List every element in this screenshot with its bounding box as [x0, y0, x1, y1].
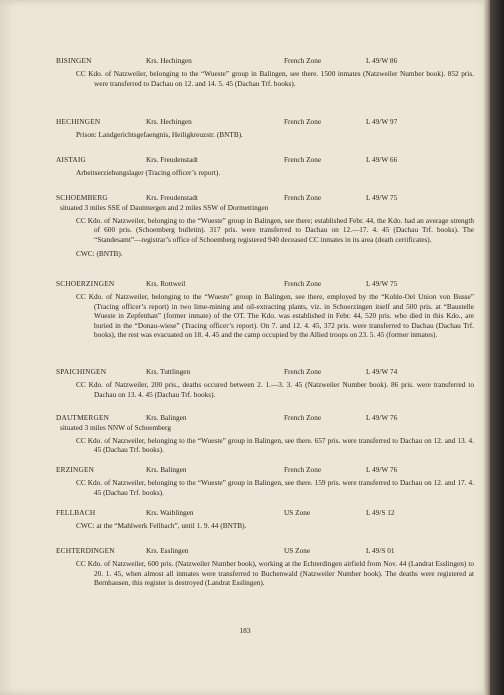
entry-paragraph: CC Kdo. of Natzweiler, 200 pris., deaths occured between 2. 1.—3. 3. 45 (Natzweiler Number book). 86 pris. were transferred to Dachau on 13. 4. 45 (Dachau Trf. books).: [76, 380, 474, 399]
place-name: HECHINGEN: [56, 117, 101, 126]
zone: French Zone: [284, 193, 322, 202]
entry-dautmergen: [56, 413, 474, 455]
place-name: AISTAIG: [56, 155, 86, 164]
map-reference: L 49/W 66: [366, 155, 398, 164]
district: Krs. Hechingen: [146, 56, 192, 65]
place-name: SPAICHINGEN: [56, 367, 107, 376]
entry-header: [56, 546, 474, 556]
map-reference: L 49/W 75: [366, 279, 398, 288]
entry-paragraph: CWC: at the “Mahlwerk Fellbach”, until 1. 9. 44 (BNTB).: [76, 521, 247, 530]
entry-paragraph: CWC: (BNTB).: [76, 249, 123, 259]
entry-header: [56, 508, 474, 518]
district: Krs. Freudenstadt: [146, 193, 198, 202]
place-name: ECHTERDINGEN: [56, 546, 115, 555]
entry-spaichingen: [56, 367, 474, 399]
location-note: situated 3 miles SSE of Dautmergen and 2 miles SSW of Dormettingen: [60, 203, 269, 212]
entry-aistaig: [56, 155, 474, 178]
district: Krs. Esslingen: [146, 546, 189, 555]
entry-paragraph: CC Kdo. of Natzweiler, belonging to the “Wueste” group in Balingen, see there. 657 pris. were transferred to Dachau on 12. and 13. 4. 45 (Dachau Trf. books).: [76, 435, 474, 455]
entry-paragraph: CC Kdo. of Natzweiler, 600 pris. (Natzweiler Number book), working at the Echterdingen airfield from Nov. 44 (Landrat Esslingen) to 20. 1. 45, when almost all inmates were transferred to Buchenwald (Natzweiler Number book). The deaths were registered at Bernhausen, this register is destroyed (Landrat Esslingen).: [76, 559, 474, 588]
place-name: SCHOERZINGEN: [56, 279, 115, 288]
entry-paragraph: CC Kdo. of Natzweiler, belonging to the “Wueste” group in Balingen, see there. 159 pris. were transferred to Dachau on 12. and 17. 4. 45 (Dachau Trf. books).: [76, 478, 474, 497]
entry-header: [56, 465, 474, 475]
entry-paragraph: Prison: Landgerichtsgefaengnis, Heiligkreuzstr. (BNTB).: [76, 130, 243, 139]
district: Krs. Rottweil: [146, 279, 186, 288]
map-reference: L 49/S 01: [366, 546, 395, 555]
district: Krs. Hechingen: [146, 117, 192, 126]
book-spine: [490, 0, 504, 695]
zone: US Zone: [284, 546, 311, 555]
location-note: situated 3 miles NNW of Schoemberg: [60, 423, 171, 432]
district: Krs. Tuttlingen: [146, 367, 191, 376]
zone: French Zone: [284, 155, 322, 164]
entry-header: [56, 56, 474, 66]
entry-paragraph: CC Kdo. of Natzweiler, belonging to the “Wueste” group in Balingen, see there. 1500 inmates (Natzweiler Number book). 852 pris. were transferred to Dachau on 12. and 14. 5. 45 (Dachau Trf. books).: [76, 69, 474, 88]
map-reference: L 49/S 12: [366, 508, 395, 517]
map-reference: L 49/W 97: [366, 117, 398, 126]
map-reference: L 49/W 75: [366, 193, 398, 202]
place-name: BISINGEN: [56, 56, 92, 65]
entry-schoerzingen: [56, 279, 474, 340]
entry-header: [56, 155, 474, 165]
entry-paragraph: CC Kdo. of Natzweiler, belonging to the “Wueste” group in Balingen, see there, employed by the “Kohle-Oel Union von Busse” (Tracing officer’s report) in two lime-mining and oil-extracting plants, viz. in Schoerzingen itself and 500 pris. at “Baustelle Wueste in Zepfenhan” (former inmate) of the OT. The Kdo. was established in Febr. 44, 520 pris. who died in this Kdo., are buried in the “Donau-wiese” (Tracing officer’s report). On 7. and 12. 4. 45, 372 pris. were transferred to Dachau (Dachau Trf. books), the rest was evacuated on 18. 4. 45 and the camp occupied by the Allied troops on 23. 5. 45 (former inmates).: [76, 292, 474, 340]
zone: French Zone: [284, 279, 322, 288]
entry-header: [56, 367, 474, 377]
place-name: DAUTMERGEN: [56, 413, 110, 422]
entry-hechingen: [56, 117, 474, 140]
map-reference: L 49/W 86: [366, 56, 398, 65]
place-name: FELLBACH: [56, 508, 96, 517]
page-number: 183: [239, 626, 251, 635]
zone: French Zone: [284, 56, 322, 65]
map-reference: L 49/W 74: [366, 367, 398, 376]
entry-erzingen: [56, 465, 474, 497]
place-name: SCHOEMBERG: [56, 193, 108, 202]
map-reference: L 49/W 76: [366, 413, 398, 422]
district: Krs. Balingen: [146, 465, 187, 474]
entry-paragraph: Arbeitserziehungslager (Tracing officer’s report).: [76, 168, 221, 177]
district: Krs. Freudenstadt: [146, 155, 198, 164]
entry-paragraph: CC Kdo. of Natzweiler, belonging to the “Wueste” group in Balingen, see there; established Febr. 44, the Kdo. had an average strength of 600 pris. (Schoemberg bulletin). 317 pris. were transferred to Dachau on 12.—17. 4. 45 (Dachau Trf. books). The “Standesamt”—registrar’s office of Schoemberg registered 940 deceased CC inmates in its area (death certificates).: [76, 215, 474, 244]
zone: US Zone: [284, 508, 311, 517]
entry-fellbach: [56, 508, 474, 531]
map-reference: L 49/W 76: [366, 465, 398, 474]
entry-echterdingen: [56, 546, 474, 588]
entry-header: [56, 279, 474, 289]
district: Krs. Balingen: [146, 413, 187, 422]
district: Krs. Waiblingen: [146, 508, 194, 517]
zone: French Zone: [284, 117, 322, 126]
entry-header: [56, 117, 474, 127]
zone: French Zone: [284, 413, 322, 422]
entry-schoemberg: [56, 193, 474, 259]
entry-header: [56, 193, 474, 203]
zone: French Zone: [284, 465, 322, 474]
place-name: ERZINGEN: [56, 465, 95, 474]
zone: French Zone: [284, 367, 322, 376]
entry-header: [56, 413, 474, 423]
entry-bisingen: [56, 56, 474, 88]
